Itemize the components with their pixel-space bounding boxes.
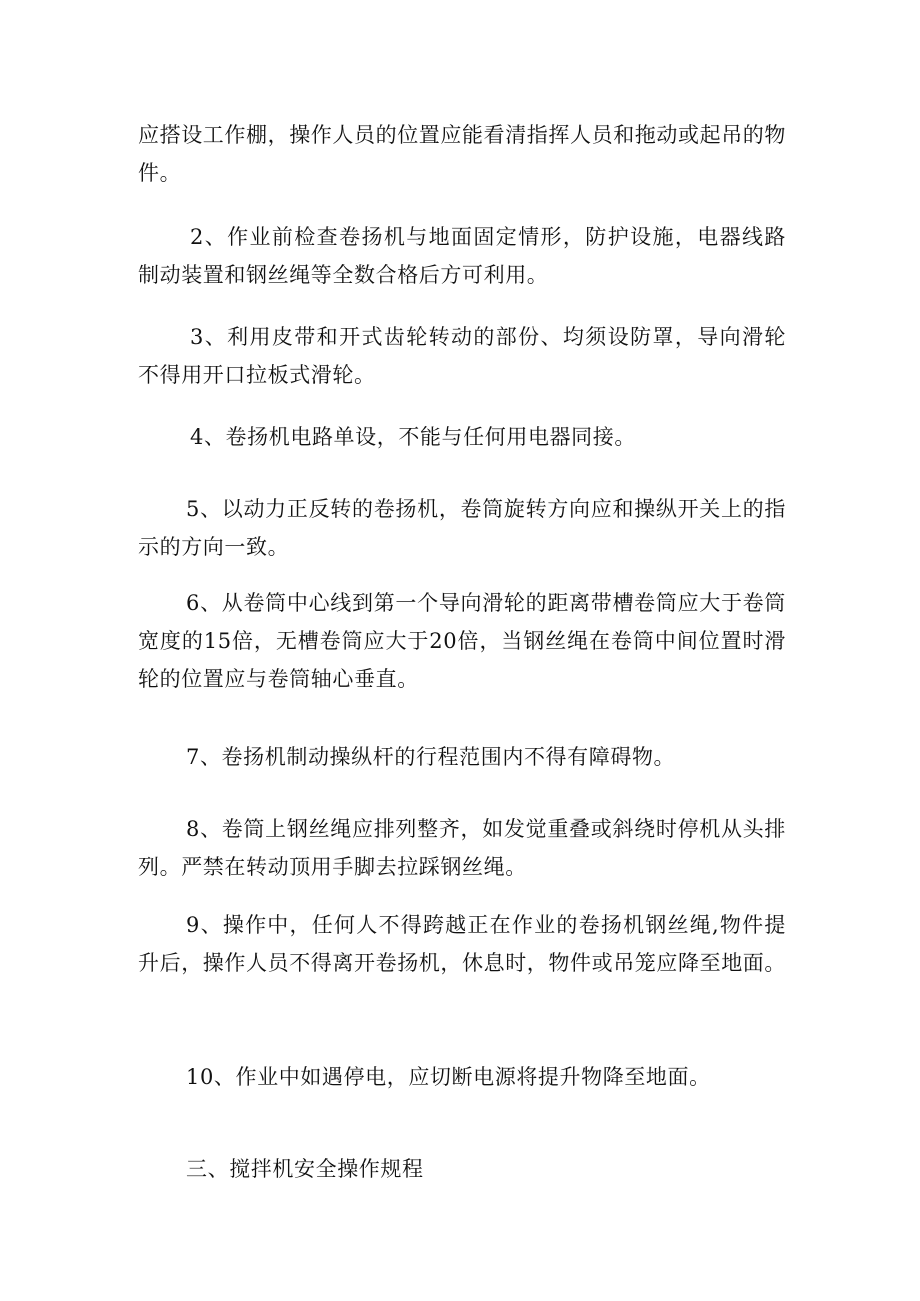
- paragraph-item-10: 10、作业中如遇停电，应切断电源将提升物降至地面。: [186, 1065, 711, 1089]
- paragraph-item-2: 2、作业前检查卷扬机与地面固定情形，防护设施，电器线路制动装置和钢丝绳等全数合格后方可利用。: [138, 225, 786, 287]
- paragraph-item-7: 7、卷扬机制动操纵杆的行程范围内不得有障碍物。: [186, 745, 676, 769]
- paragraph-item-4: 4、卷扬机电路单设，不能与任何用电器同接。: [190, 425, 636, 449]
- paragraph-item-6: 6、从卷筒中心线到第一个导向滑轮的距离带槽卷筒应大于卷筒宽度的15倍，无槽卷筒应大于20倍，当钢丝绳在卷筒中间位置时滑轮的位置应与卷筒轴心垂直。: [138, 591, 786, 691]
- paragraph-item-9: 9、操作中，任何人不得跨越正在作业的卷扬机钢丝绳,物件提升后，操作人员不得离开卷扬机，休息时，物件或吊笼应降至地面。: [138, 913, 786, 975]
- paragraph-continuation: 应搭设工作棚，操作人员的位置应能看清指挥人员和拖动或起吊的物件。: [138, 123, 786, 185]
- paragraph-item-8: 8、卷筒上钢丝绳应排列整齐，如发觉重叠或斜绕时停机从头排列。严禁在转动顶用手脚去拉踩钢丝绳。: [138, 817, 786, 879]
- paragraph-item-3: 3、利用皮带和开式齿轮转动的部份、均须设防罩，导向滑轮不得用开口拉板式滑轮。: [138, 325, 786, 387]
- section-heading: 三、搅拌机安全操作规程: [186, 1157, 424, 1181]
- paragraph-item-5: 5、以动力正反转的卷扬机，卷筒旋转方向应和操纵开关上的指示的方向一致。: [138, 497, 786, 559]
